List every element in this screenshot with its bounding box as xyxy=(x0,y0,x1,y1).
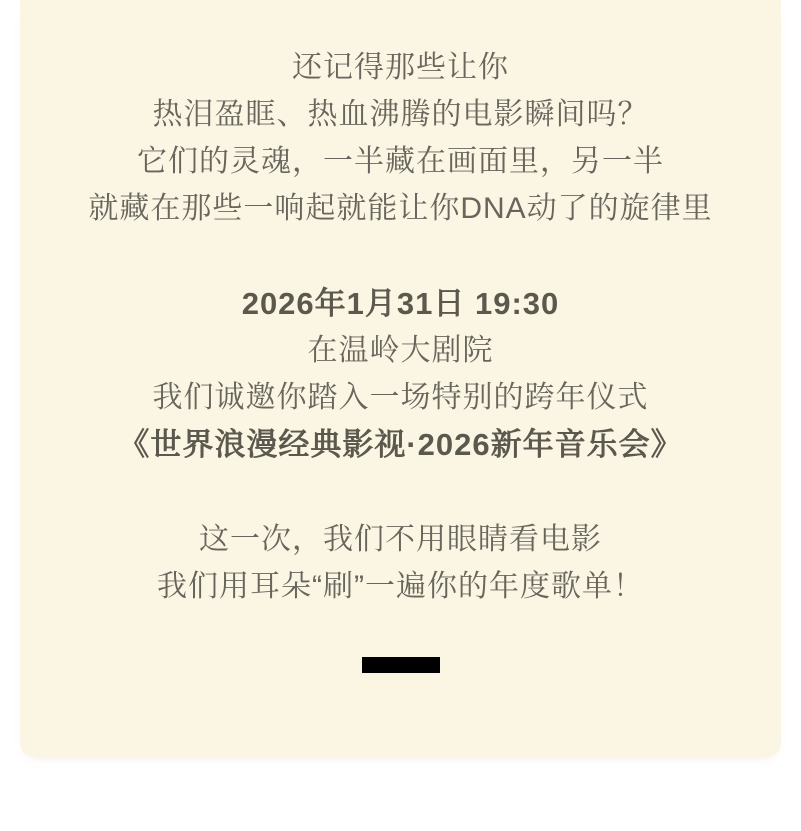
intro-line-3: 它们的灵魂，一半藏在画面里，另一半 xyxy=(137,145,664,178)
poster-panel xyxy=(20,0,781,757)
event-datetime: 2026年1月31日 19:30 xyxy=(241,286,560,321)
event-block xyxy=(20,280,781,468)
intro-block xyxy=(20,44,781,232)
event-venue: 在温岭大剧院 xyxy=(307,334,494,367)
intro-line-2: 热泪盈眶、热血沸腾的电影瞬间吗？ xyxy=(152,98,649,131)
intro-line-1: 还记得那些让你 xyxy=(292,51,509,84)
intro-line-4: 就藏在那些一响起就能让你DNA动了的旋律里 xyxy=(88,192,713,225)
divider-bar xyxy=(362,657,440,673)
poster-content xyxy=(20,0,781,673)
event-invite-line: 我们诚邀你踏入一场特别的跨年仪式 xyxy=(152,381,649,414)
outro-block xyxy=(20,516,781,610)
event-title: 《世界浪漫经典影视·2026新年音乐会》 xyxy=(118,427,683,462)
outro-line-1: 这一次，我们不用眼睛看电影 xyxy=(199,523,602,556)
outro-line-2: 我们用耳朵“刷”一遍你的年度歌单！ xyxy=(157,570,644,603)
